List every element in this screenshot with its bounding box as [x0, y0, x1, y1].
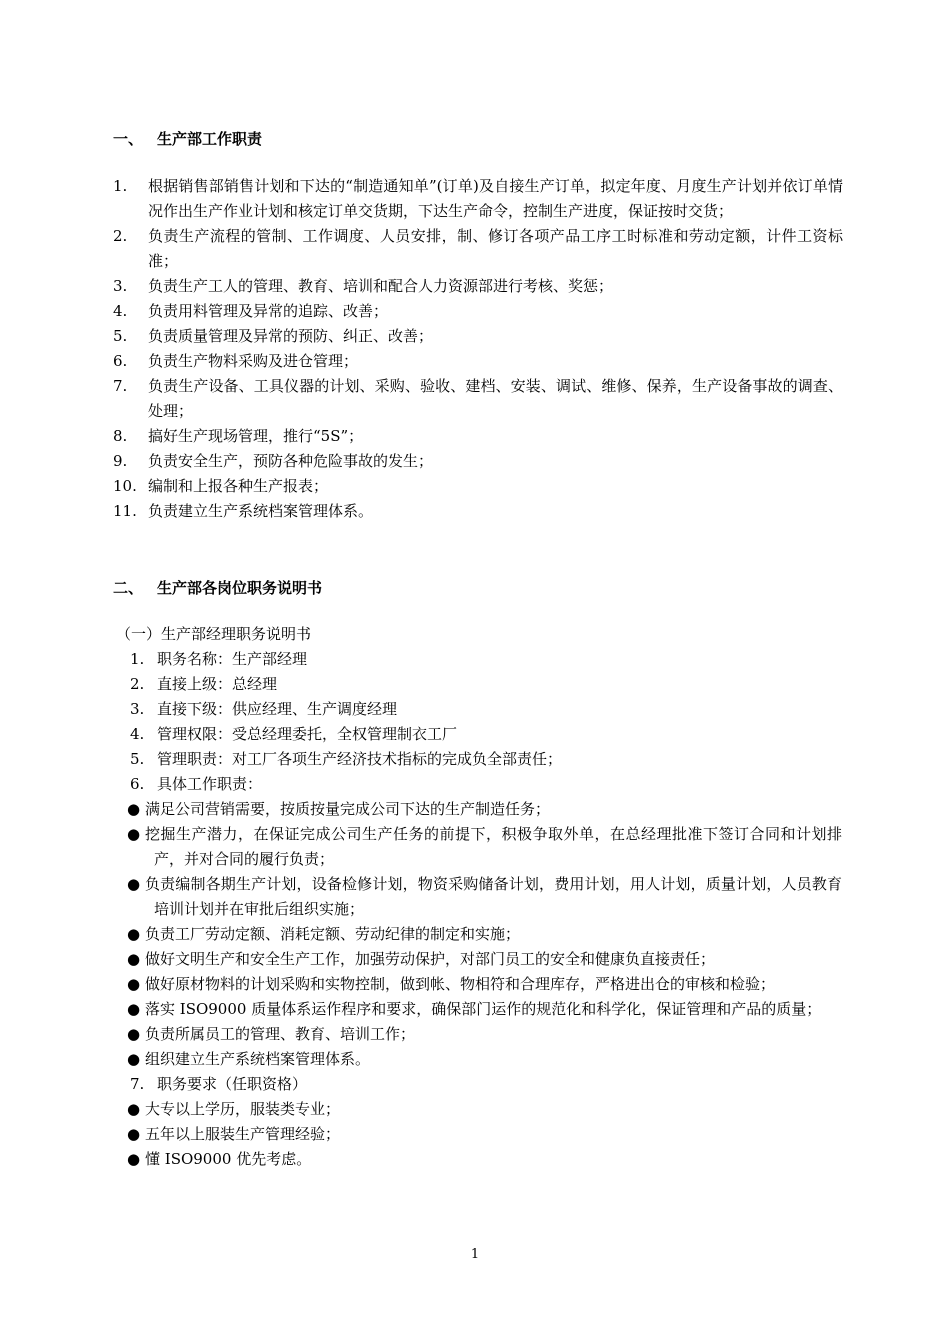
- item-number: 4.: [130, 725, 145, 743]
- bullet-item: [127, 972, 842, 997]
- list-item: [113, 174, 843, 224]
- item-text: 直接上级：总经理: [157, 675, 278, 693]
- job-description-list: [127, 647, 842, 1172]
- item-text: 管理权限：受总经理委托，全权管理制衣工厂: [157, 725, 458, 743]
- bullet-text: 负责所属员工的管理、教育、培训工作；: [145, 1025, 416, 1043]
- bullet-item: [127, 1047, 842, 1072]
- bullet-item: [127, 822, 842, 872]
- bullet-item: [127, 1122, 842, 1147]
- section-heading-2: [113, 577, 322, 598]
- item-number: 11.: [113, 502, 137, 520]
- item-number: 5.: [113, 327, 128, 345]
- item-text: 具体工作职责：: [157, 775, 263, 793]
- bullet-item: [127, 1147, 842, 1172]
- item-number: 7.: [113, 377, 128, 395]
- section-number: 一、: [113, 130, 144, 148]
- section-number: 二、: [113, 579, 144, 597]
- bullet-icon: ●: [127, 1100, 141, 1118]
- bullet-text: 做好文明生产和安全生产工作，加强劳动保护，对部门员工的安全和健康负直接责任；: [145, 950, 716, 968]
- bullet-text: 负责编制各期生产计划，设备检修计划，物资采购储备计划，费用计划，用人计划，质量计划，人员教育培训计划并在审批后组织实施；: [145, 875, 842, 918]
- list-item: [130, 1072, 842, 1097]
- list-item: [113, 349, 843, 374]
- bullet-icon: ●: [127, 825, 141, 843]
- list-item: [113, 299, 843, 324]
- item-number: 6.: [130, 775, 145, 793]
- bullet-icon: ●: [127, 975, 141, 993]
- item-number: 7.: [130, 1075, 145, 1093]
- bullet-text: 大专以上学历，服装类专业；: [145, 1100, 341, 1118]
- bullet-text: 满足公司营销需要，按质按量完成公司下达的生产制造任务；: [145, 800, 551, 818]
- list-item: [113, 224, 843, 274]
- bullet-icon: ●: [127, 1025, 141, 1043]
- section-heading-1: [113, 128, 262, 149]
- bullet-text: 负责工厂劳动定额、消耗定额、劳动纪律的制定和实施；: [145, 925, 521, 943]
- bullet-icon: ●: [127, 1125, 141, 1143]
- bullet-item: [127, 1022, 842, 1047]
- item-number: 4.: [113, 302, 128, 320]
- bullet-item: [127, 1097, 842, 1122]
- list-item: [130, 772, 842, 797]
- item-text: 负责质量管理及异常的预防、纠正、改善；: [148, 327, 434, 345]
- item-text: 负责安全生产，预防各种危险事故的发生；: [148, 452, 434, 470]
- bullet-icon: ●: [127, 1000, 141, 1018]
- item-number: 5.: [130, 750, 145, 768]
- page-number: 1: [470, 1247, 480, 1262]
- bullet-text: 挖掘生产潜力，在保证完成公司生产任务的前提下，积极争取外单，在总经理批准下签订合同和计划排产，并对合同的履行负责；: [145, 825, 842, 868]
- item-text: 编制和上报各种生产报表；: [148, 477, 329, 495]
- item-number: 1.: [130, 650, 145, 668]
- bullet-text: 懂 ISO9000 优先考虑。: [145, 1150, 312, 1168]
- subsection-title: （一）生产部经理职务说明书: [116, 625, 312, 643]
- bullet-text: 组织建立生产系统档案管理体系。: [145, 1050, 371, 1068]
- list-item: [113, 449, 843, 474]
- item-number: 3.: [130, 700, 145, 718]
- duties-list: [113, 174, 843, 524]
- list-item: [113, 499, 843, 524]
- bullet-text: 五年以上服装生产管理经验；: [145, 1125, 341, 1143]
- list-item: [113, 324, 843, 349]
- list-item: [113, 424, 843, 449]
- section-title: 生产部各岗位职务说明书: [157, 579, 323, 597]
- item-text: 职务要求（任职资格）: [157, 1075, 308, 1093]
- item-number: 2.: [130, 675, 145, 693]
- bullet-item: [127, 997, 842, 1022]
- item-text: 负责建立生产系统档案管理体系。: [148, 502, 374, 520]
- bullet-icon: ●: [127, 875, 141, 893]
- item-text: 负责用料管理及异常的追踪、改善；: [148, 302, 389, 320]
- item-text: 负责生产工人的管理、教育、培训和配合人力资源部进行考核、奖惩；: [148, 277, 614, 295]
- list-item: [130, 697, 842, 722]
- item-number: 8.: [113, 427, 128, 445]
- list-item: [113, 474, 843, 499]
- item-text: 职务名称：生产部经理: [157, 650, 308, 668]
- item-number: 2.: [113, 227, 128, 245]
- item-number: 9.: [113, 452, 128, 470]
- bullet-icon: ●: [127, 800, 141, 818]
- item-text: 负责生产设备、工具仪器的计划、采购、验收、建档、安装、调试、维修、保养，生产设备事故的调查、处理；: [148, 377, 843, 420]
- bullet-icon: ●: [127, 1050, 141, 1068]
- item-number: 1.: [113, 177, 128, 195]
- list-item: [113, 274, 843, 299]
- section-title: 生产部工作职责: [157, 130, 263, 148]
- bullet-item: [127, 797, 842, 822]
- item-number: 6.: [113, 352, 128, 370]
- bullet-item: [127, 922, 842, 947]
- item-text: 负责生产物料采购及进仓管理；: [148, 352, 359, 370]
- item-text: 搞好生产现场管理，推行“5S”；: [148, 427, 364, 445]
- list-item: [130, 647, 842, 672]
- item-text: 负责生产流程的管制、工作调度、人员安排，制、修订各项产品工序工时标准和劳动定额，计件工资标准；: [148, 227, 843, 270]
- bullet-icon: ●: [127, 925, 141, 943]
- bullet-item: [127, 947, 842, 972]
- item-text: 直接下级：供应经理、生产调度经理: [157, 700, 398, 718]
- item-number: 10.: [113, 477, 137, 495]
- bullet-text: 落实 ISO9000 质量体系运作程序和要求，确保部门运作的规范化和科学化，保证管理和产品的质量；: [145, 1000, 822, 1018]
- bullet-icon: ●: [127, 1150, 141, 1168]
- item-text: 管理职责：对工厂各项生产经济技术指标的完成负全部责任；: [157, 750, 563, 768]
- list-item: [130, 672, 842, 697]
- item-text: 根据销售部销售计划和下达的“制造通知单”(订单)及自接生产订单，拟定年度、月度生产计划并依订单情况作出生产作业计划和核定订单交货期，下达生产命令，控制生产进度，保证按时交货；: [148, 177, 843, 220]
- list-item: [113, 374, 843, 424]
- bullet-text: 做好原材物料的计划采购和实物控制，做到帐、物相符和合理库存，严格进出仓的审核和检验；: [145, 975, 776, 993]
- item-number: 3.: [113, 277, 128, 295]
- list-item: [130, 722, 842, 747]
- bullet-icon: ●: [127, 950, 141, 968]
- list-item: [130, 747, 842, 772]
- bullet-item: [127, 872, 842, 922]
